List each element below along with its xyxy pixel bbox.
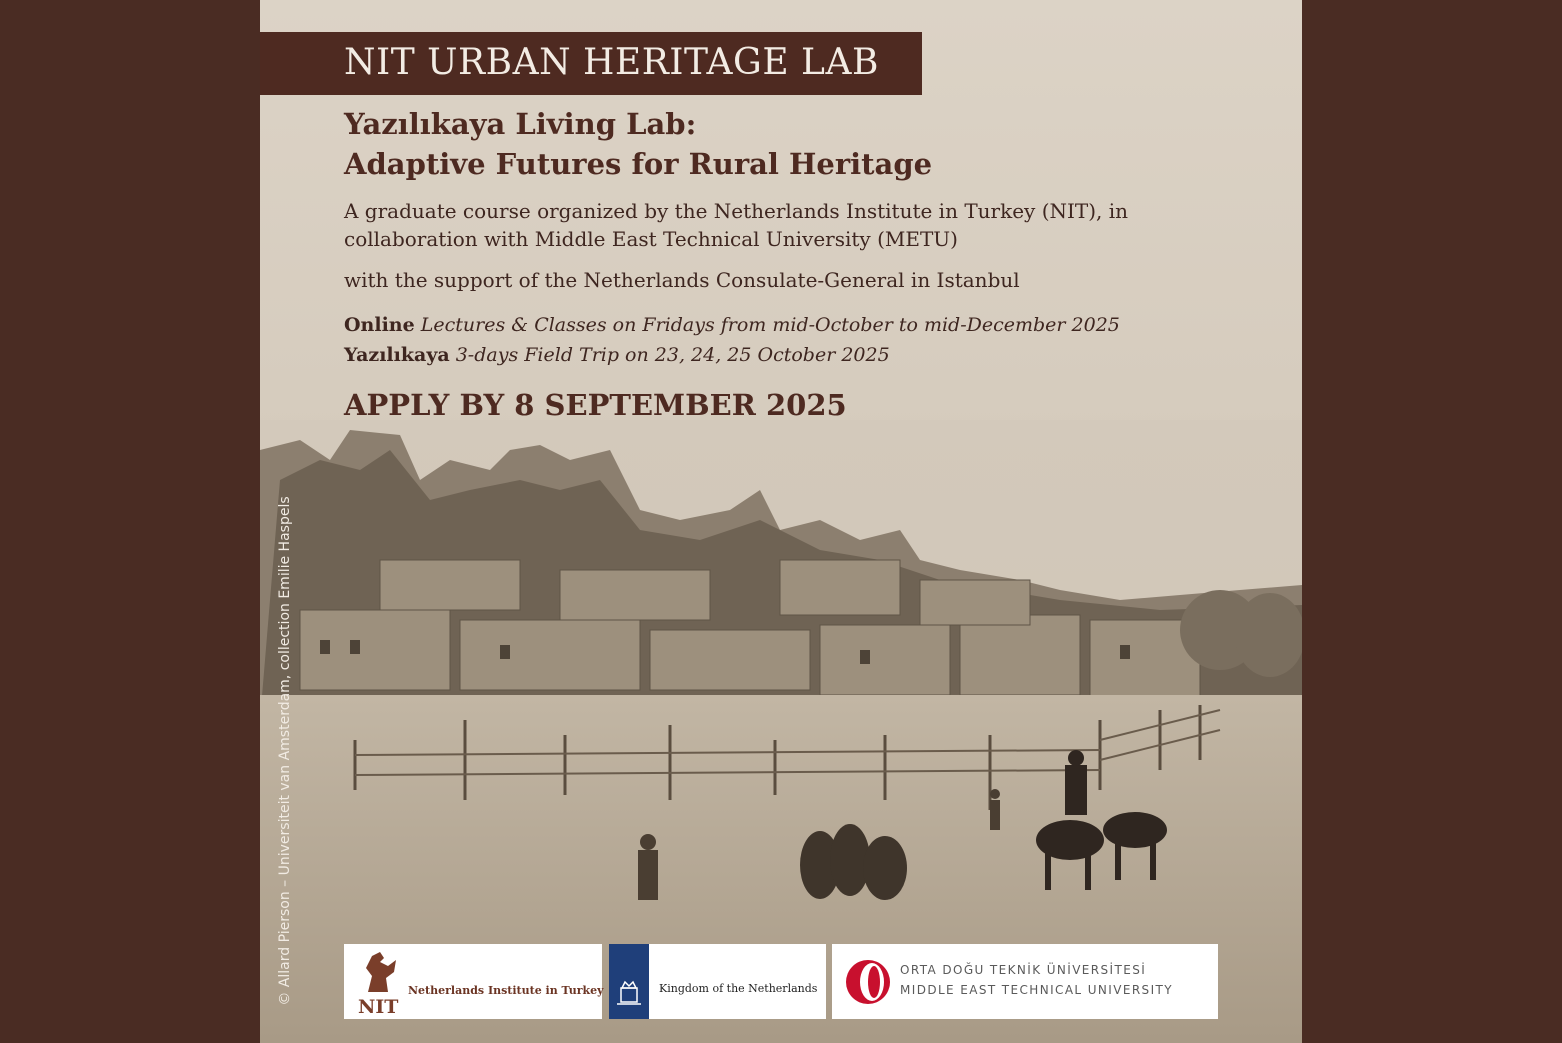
nit-abbr: NIT	[358, 996, 399, 1018]
online-label: Online	[344, 314, 415, 336]
photo-credit: © Allard Pierson – Universiteit van Amsterdam, collection Emilie Haspels	[277, 496, 293, 1006]
poster	[260, 0, 1302, 1043]
schedule-online	[344, 310, 1120, 340]
title-line-1: Yazılıkaya Living Lab:	[344, 107, 697, 141]
banner-label: NIT URBAN HERITAGE LAB	[344, 42, 879, 83]
metu-logo	[832, 944, 1218, 1019]
griffin-icon	[358, 948, 402, 996]
field-label: Yazılıkaya	[344, 344, 450, 366]
description-line-1: A graduate course organized by the Netherlands Institute in Turkey (NIT), in	[344, 199, 1129, 223]
nl-blue-strip	[609, 944, 649, 1019]
royal-coat-of-arms-icon	[609, 944, 649, 1019]
nit-logo	[344, 944, 602, 1019]
metu-emblem-icon	[844, 958, 892, 1006]
metu-name-en: MIDDLE EAST TECHNICAL UNIVERSITY	[900, 983, 1173, 997]
schedule-field-trip	[344, 340, 1120, 370]
course-description	[344, 197, 1244, 253]
title-line-2: Adaptive Futures for Rural Heritage	[344, 147, 933, 181]
online-text: Lectures & Classes on Fridays from mid-October to mid-December 2025	[420, 314, 1120, 336]
field-text: 3-days Field Trip on 23, 24, 25 October 2025	[455, 344, 890, 366]
metu-name-tr: ORTA DOĞU TEKNİK ÜNİVERSİTESİ	[900, 963, 1147, 977]
nit-name: Netherlands Institute in Turkey	[408, 984, 604, 997]
nl-name: Kingdom of the Netherlands	[659, 982, 818, 995]
netherlands-logo	[609, 944, 826, 1019]
description-line-2: collaboration with Middle East Technical University (METU)	[344, 227, 958, 251]
course-title	[344, 104, 1244, 184]
support-statement: with the support of the Netherlands Consulate-General in Istanbul	[344, 268, 1020, 292]
lab-banner	[260, 32, 922, 95]
apply-deadline: APPLY BY 8 SEPTEMBER 2025	[344, 388, 847, 422]
schedule	[344, 310, 1120, 370]
